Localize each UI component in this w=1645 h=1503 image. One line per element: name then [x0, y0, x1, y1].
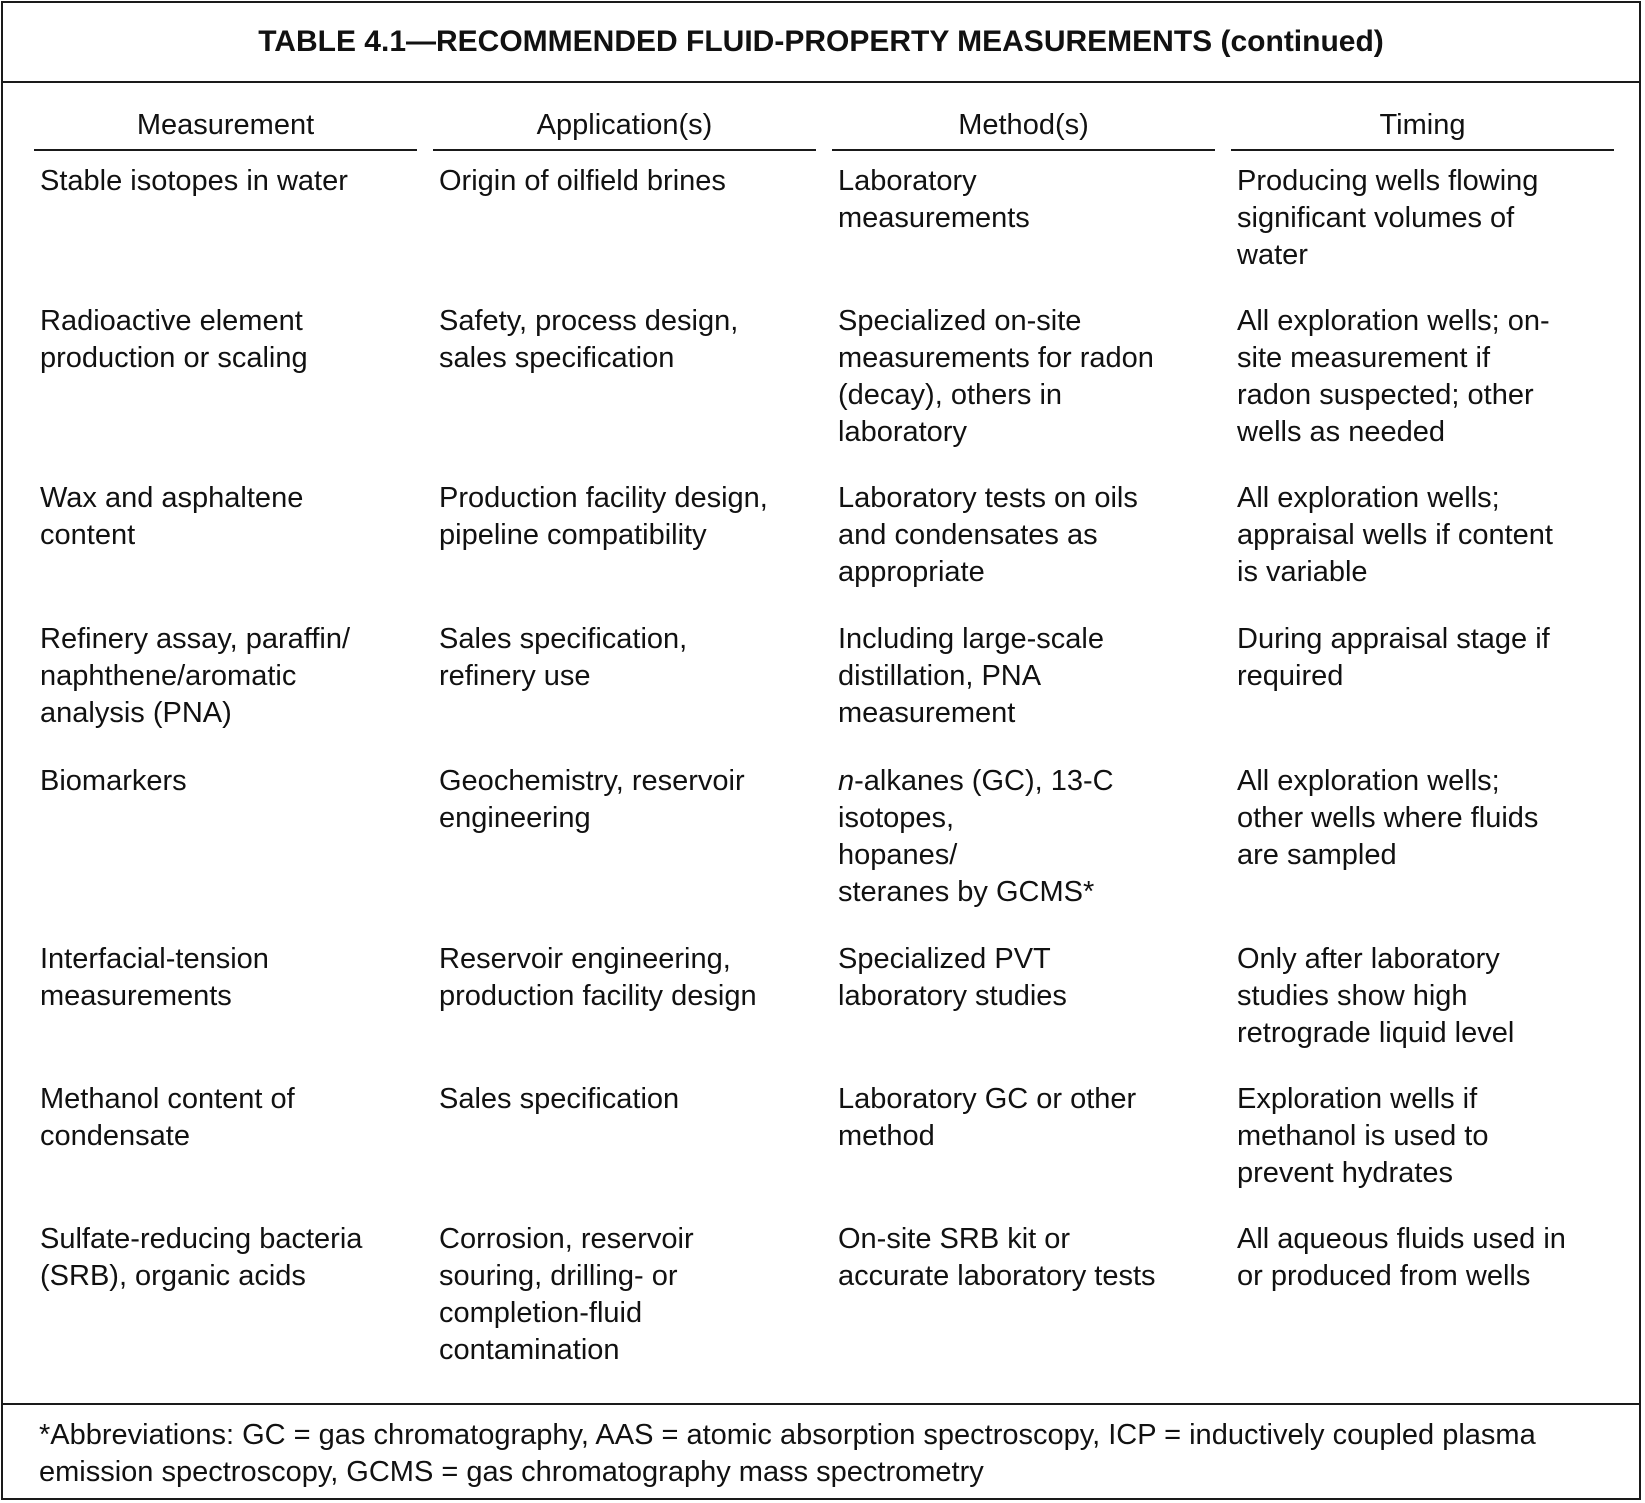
cell-measurement: Radioactive element production or scaling — [40, 305, 308, 374]
cell-method: Specialized PVT laboratory studies — [838, 943, 1067, 1012]
cell-measurement: Interfacial-tension measurements — [40, 943, 269, 1012]
cell-timing: All exploration wells; on- site measurement if radon suspected; other wells as needed — [1237, 305, 1550, 448]
column-header-application: Application(s) — [433, 107, 816, 151]
cell-timing: All exploration wells; other wells where fluids are sampled — [1237, 765, 1539, 871]
cell-method — [838, 763, 1218, 911]
cell-timing: Exploration wells if methanol is used to prevent hydrates — [1237, 1083, 1489, 1189]
footnote-bar — [3, 1403, 1639, 1498]
table-title: TABLE 4.1—RECOMMENDED FLUID-PROPERTY MEASUREMENTS (continued) — [258, 25, 1384, 58]
cell-measurement: Methanol content of condensate — [40, 1083, 295, 1152]
cell-application: Safety, process design, sales specification — [439, 305, 739, 374]
footnote: *Abbreviations: GC = gas chromatography, AAS = atomic absorption spectroscopy, ICP = inductively coupled plasma emission spectroscopy, GCMS = gas chromatography mass spectrometry — [39, 1419, 1536, 1488]
title-bar — [3, 3, 1639, 83]
cell-measurement: Stable isotopes in water — [40, 165, 348, 197]
cell-measurement: Sulfate-reducing bacteria (SRB), organic acids — [40, 1223, 363, 1292]
cell-measurement: Biomarkers — [40, 765, 187, 797]
cell-application: Sales specification, refinery use — [439, 623, 688, 692]
cell-application: Production facility design, pipeline compatibility — [439, 482, 768, 551]
cell-timing: During appraisal stage if required — [1237, 623, 1550, 692]
cell-timing: Only after laboratory studies show high retrograde liquid level — [1237, 943, 1515, 1049]
cell-application: Origin of oilfield brines — [439, 165, 726, 197]
cell-application: Corrosion, reservoir souring, drilling- or completion-fluid contamination — [439, 1223, 694, 1366]
cell-application: Geochemistry, reservoir engineering — [439, 765, 745, 834]
method-text: -alkanes (GC), 13-C isotopes, hopanes/ steranes by GCMS* — [838, 765, 1114, 908]
cell-method: On-site SRB kit or accurate laboratory tests — [838, 1223, 1156, 1292]
cell-method: Laboratory measurements — [838, 165, 1030, 234]
cell-measurement: Wax and asphaltene content — [40, 482, 304, 551]
table-frame — [1, 1, 1641, 1500]
method-italic-prefix: n — [838, 765, 855, 797]
column-header-timing: Timing — [1231, 107, 1614, 151]
cell-method: Laboratory tests on oils and condensates as appropriate — [838, 482, 1138, 588]
cell-timing: Producing wells flowing significant volumes of water — [1237, 165, 1539, 271]
cell-timing: All aqueous fluids used in or produced from wells — [1237, 1223, 1566, 1292]
cell-application: Reservoir engineering, production facility design — [439, 943, 757, 1012]
cell-method: Including large-scale distillation, PNA measurement — [838, 623, 1104, 729]
cell-method: Laboratory GC or other method — [838, 1083, 1137, 1152]
cell-timing: All exploration wells; appraisal wells if content is variable — [1237, 482, 1553, 588]
header-row — [3, 107, 1639, 151]
cell-method: Specialized on-site measurements for radon (decay), others in laboratory — [838, 305, 1154, 448]
cell-measurement: Refinery assay, paraffin/ naphthene/aromatic analysis (PNA) — [40, 623, 351, 729]
column-header-method: Method(s) — [832, 107, 1215, 151]
column-header-measurement: Measurement — [34, 107, 417, 151]
cell-application: Sales specification — [439, 1083, 680, 1115]
